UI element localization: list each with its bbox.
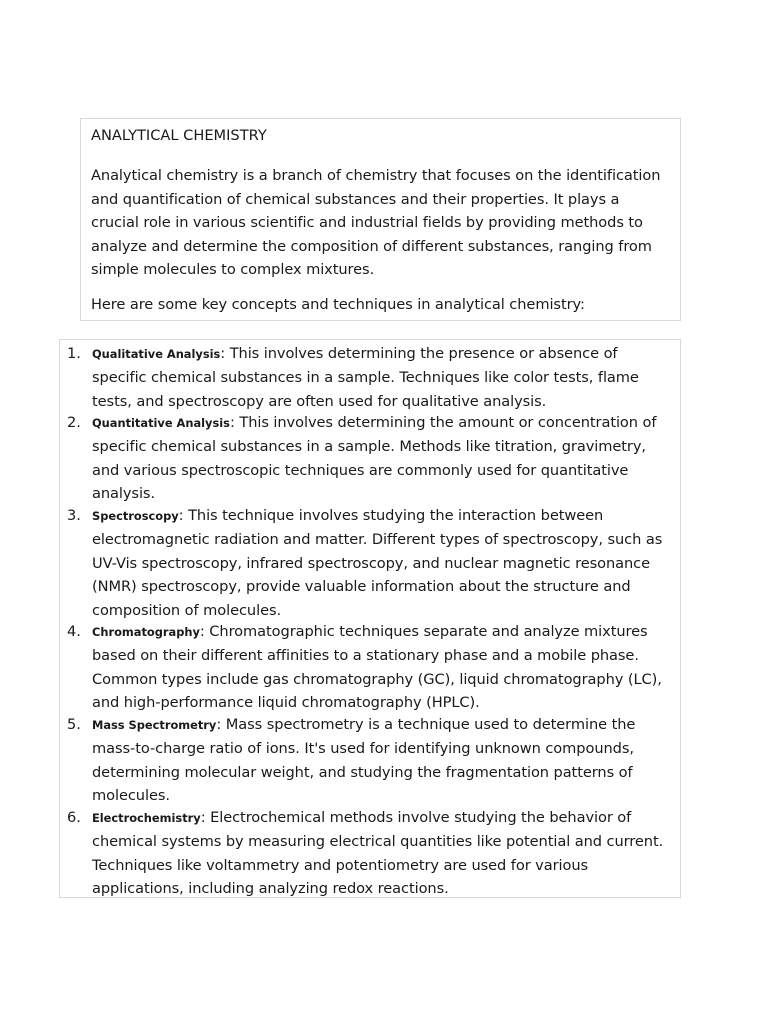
- intro-paragraph: Analytical chemistry is a branch of chemistry that focuses on the identification and quantification of chemical substances and their properties. It plays a crucial role in various scientific and industrial fields by providing methods to analyze and determine the composition of different substances, ranging from simple molecules to complex mixtures.: [91, 167, 661, 279]
- list-item-number: 5.: [67, 716, 81, 733]
- concept-term: Quantitative Analysis: [92, 416, 230, 430]
- list-item-number: 6.: [67, 809, 81, 826]
- list-item-number: 3.: [67, 507, 81, 524]
- list-item-number: 1.: [67, 345, 81, 362]
- concept-term: Chromatography: [92, 625, 200, 639]
- concept-description: Mass spectrometry is a technique used to determine the mass-to-charge ratio of ions. It's used for identifying unknown compounds, determining molecular weight, and studying the fragmentation patterns of molecules.: [92, 716, 636, 805]
- list-item-body: [92, 342, 676, 413]
- concept-description: Electrochemical methods involve studying the behavior of chemical systems by measuring electrical quantities like potential and current. Techniques like voltammetry and potentiometry are used for various applications, including analyzing redox reactions.: [92, 809, 664, 898]
- intro-lead-sentence: Here are some key concepts and techniques in analytical chemistry:: [91, 295, 585, 313]
- page-title: ANALYTICAL CHEMISTRY: [91, 127, 267, 144]
- intro-section: [80, 118, 681, 321]
- concept-term: Qualitative Analysis: [92, 347, 221, 361]
- list-item-body: [92, 411, 676, 506]
- concept-term-separator: :: [216, 716, 222, 733]
- concepts-list-section: [59, 339, 681, 898]
- concept-term-separator: :: [229, 414, 235, 431]
- list-item-body: [92, 620, 676, 715]
- list-item-body: [92, 504, 676, 622]
- concept-term: Spectroscopy: [92, 509, 179, 523]
- concept-term-separator: :: [178, 507, 184, 524]
- list-item-number: 2.: [67, 414, 81, 431]
- concept-term-separator: :: [199, 623, 205, 640]
- list-item-body: [92, 713, 676, 808]
- concept-term-separator: :: [200, 809, 206, 826]
- concept-description: This technique involves studying the interaction between electromagnetic radiation and matter. Different types of spectroscopy, such as UV-Vis spectroscopy, infrared spectroscopy, and nuclear magnetic resonance (NMR) spectroscopy, provide valuable information about the structure and composition of molecules.: [92, 507, 663, 619]
- concept-description: This involves determining the presence or absence of specific chemical substances in a sample. Techniques like color tests, flame tests, and spectroscopy are often used for qualitative analysis.: [92, 345, 639, 410]
- concept-description: Chromatographic techniques separate and analyze mixtures based on their different affinities to a stationary phase and a mobile phase. Common types include gas chromatography (GC), liquid chromatography (LC), and high-performance liquid chromatography (HPLC).: [92, 623, 662, 712]
- concept-term: Mass Spectrometry: [92, 718, 217, 732]
- list-item-number: 4.: [67, 623, 81, 640]
- concept-description: This involves determining the amount or concentration of specific chemical substances in a sample. Methods like titration, gravimetry, and various spectroscopic techniques are commonly used for quantitative analysis.: [92, 414, 657, 503]
- concept-term-separator: :: [220, 345, 226, 362]
- concept-term: Electrochemistry: [92, 811, 201, 825]
- list-item-body: [92, 806, 676, 901]
